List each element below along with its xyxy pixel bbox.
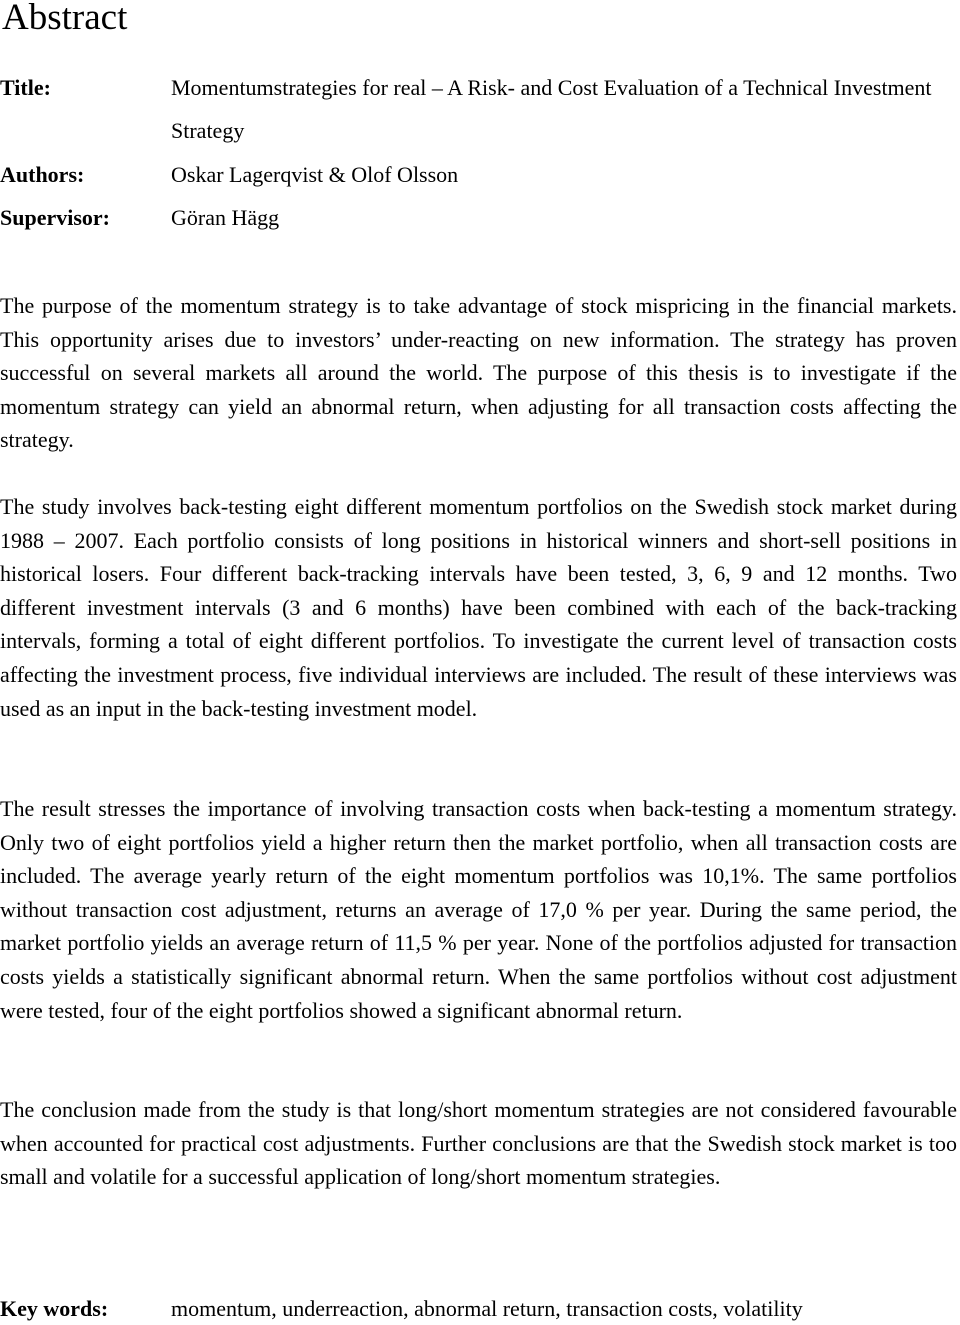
abstract-paragraph-conclusion: The conclusion made from the study is that long/short momentum strategies are not considered favourable when accounted for practical cost adjustments. Further conclusions are that the Swedish stock market is too small and volatile for a successful application of long/short momentum strategies. xyxy=(0,1097,957,1190)
abstract-paragraph-purpose: The purpose of the momentum strategy is to take advantage of stock mispricing in the financial markets. This opportunity arises due to investors’ under-reacting on new information. The strategy has proven successful on several markets all around the world. The purpose of this thesis is to investigate if the momentum strategy can yield an abnormal return, when adjusting for all transaction costs affecting the strategy. xyxy=(0,293,957,453)
abstract-paragraph-results: The result stresses the importance of involving transaction costs when back-testing a momentum strategy. Only two of eight portfolios yield a higher return then the market portfolio, when all transaction costs are included. The average yearly return of the eight momentum portfolios was 10,1%. The same portfolios without transaction cost adjustment, returns an average of 17,0 % per year. During the same period, the market portfolio yields an average return of 11,5 % per year. None of the portfolios adjusted for transaction costs yields a statistically significant abnormal return. When the same portfolios without cost adjustment were tested, four of the eight portfolios showed a significant abnormal return. xyxy=(0,796,957,1023)
authors-value: Oskar Lagerqvist & Olof Olsson xyxy=(171,162,459,187)
title-label: Title: xyxy=(0,75,51,100)
abstract-paragraph-method: The study involves back-testing eight different momentum portfolios on the Swedish stock market during 1988 – 2007. Each portfolio consists of long positions in historical winners and short-sell positions in historical losers. Four different back-tracking intervals have been tested, 3, 6, 9 and 12 months. Two different investment intervals (3 and 6 months) have been combined with each of the back-tracking intervals, forming a total of eight different portfolios. To investigate the current level of transaction costs affecting the investment process, five individual interviews are included. The result of these interviews was used as an input in the back-testing investment model. xyxy=(0,494,957,721)
title-value: Momentumstrategies for real – A Risk- and Cost Evaluation of a Technical Investment Strategy xyxy=(171,75,932,143)
supervisor-label: Supervisor: xyxy=(0,205,110,230)
keywords-label: Key words: xyxy=(0,1296,109,1321)
authors-label: Authors: xyxy=(0,162,85,187)
page-title: Abstract xyxy=(2,0,128,38)
supervisor-value: Göran Hägg xyxy=(171,205,280,230)
keywords-value: momentum, underreaction, abnormal return, transaction costs, volatility xyxy=(171,1296,803,1321)
